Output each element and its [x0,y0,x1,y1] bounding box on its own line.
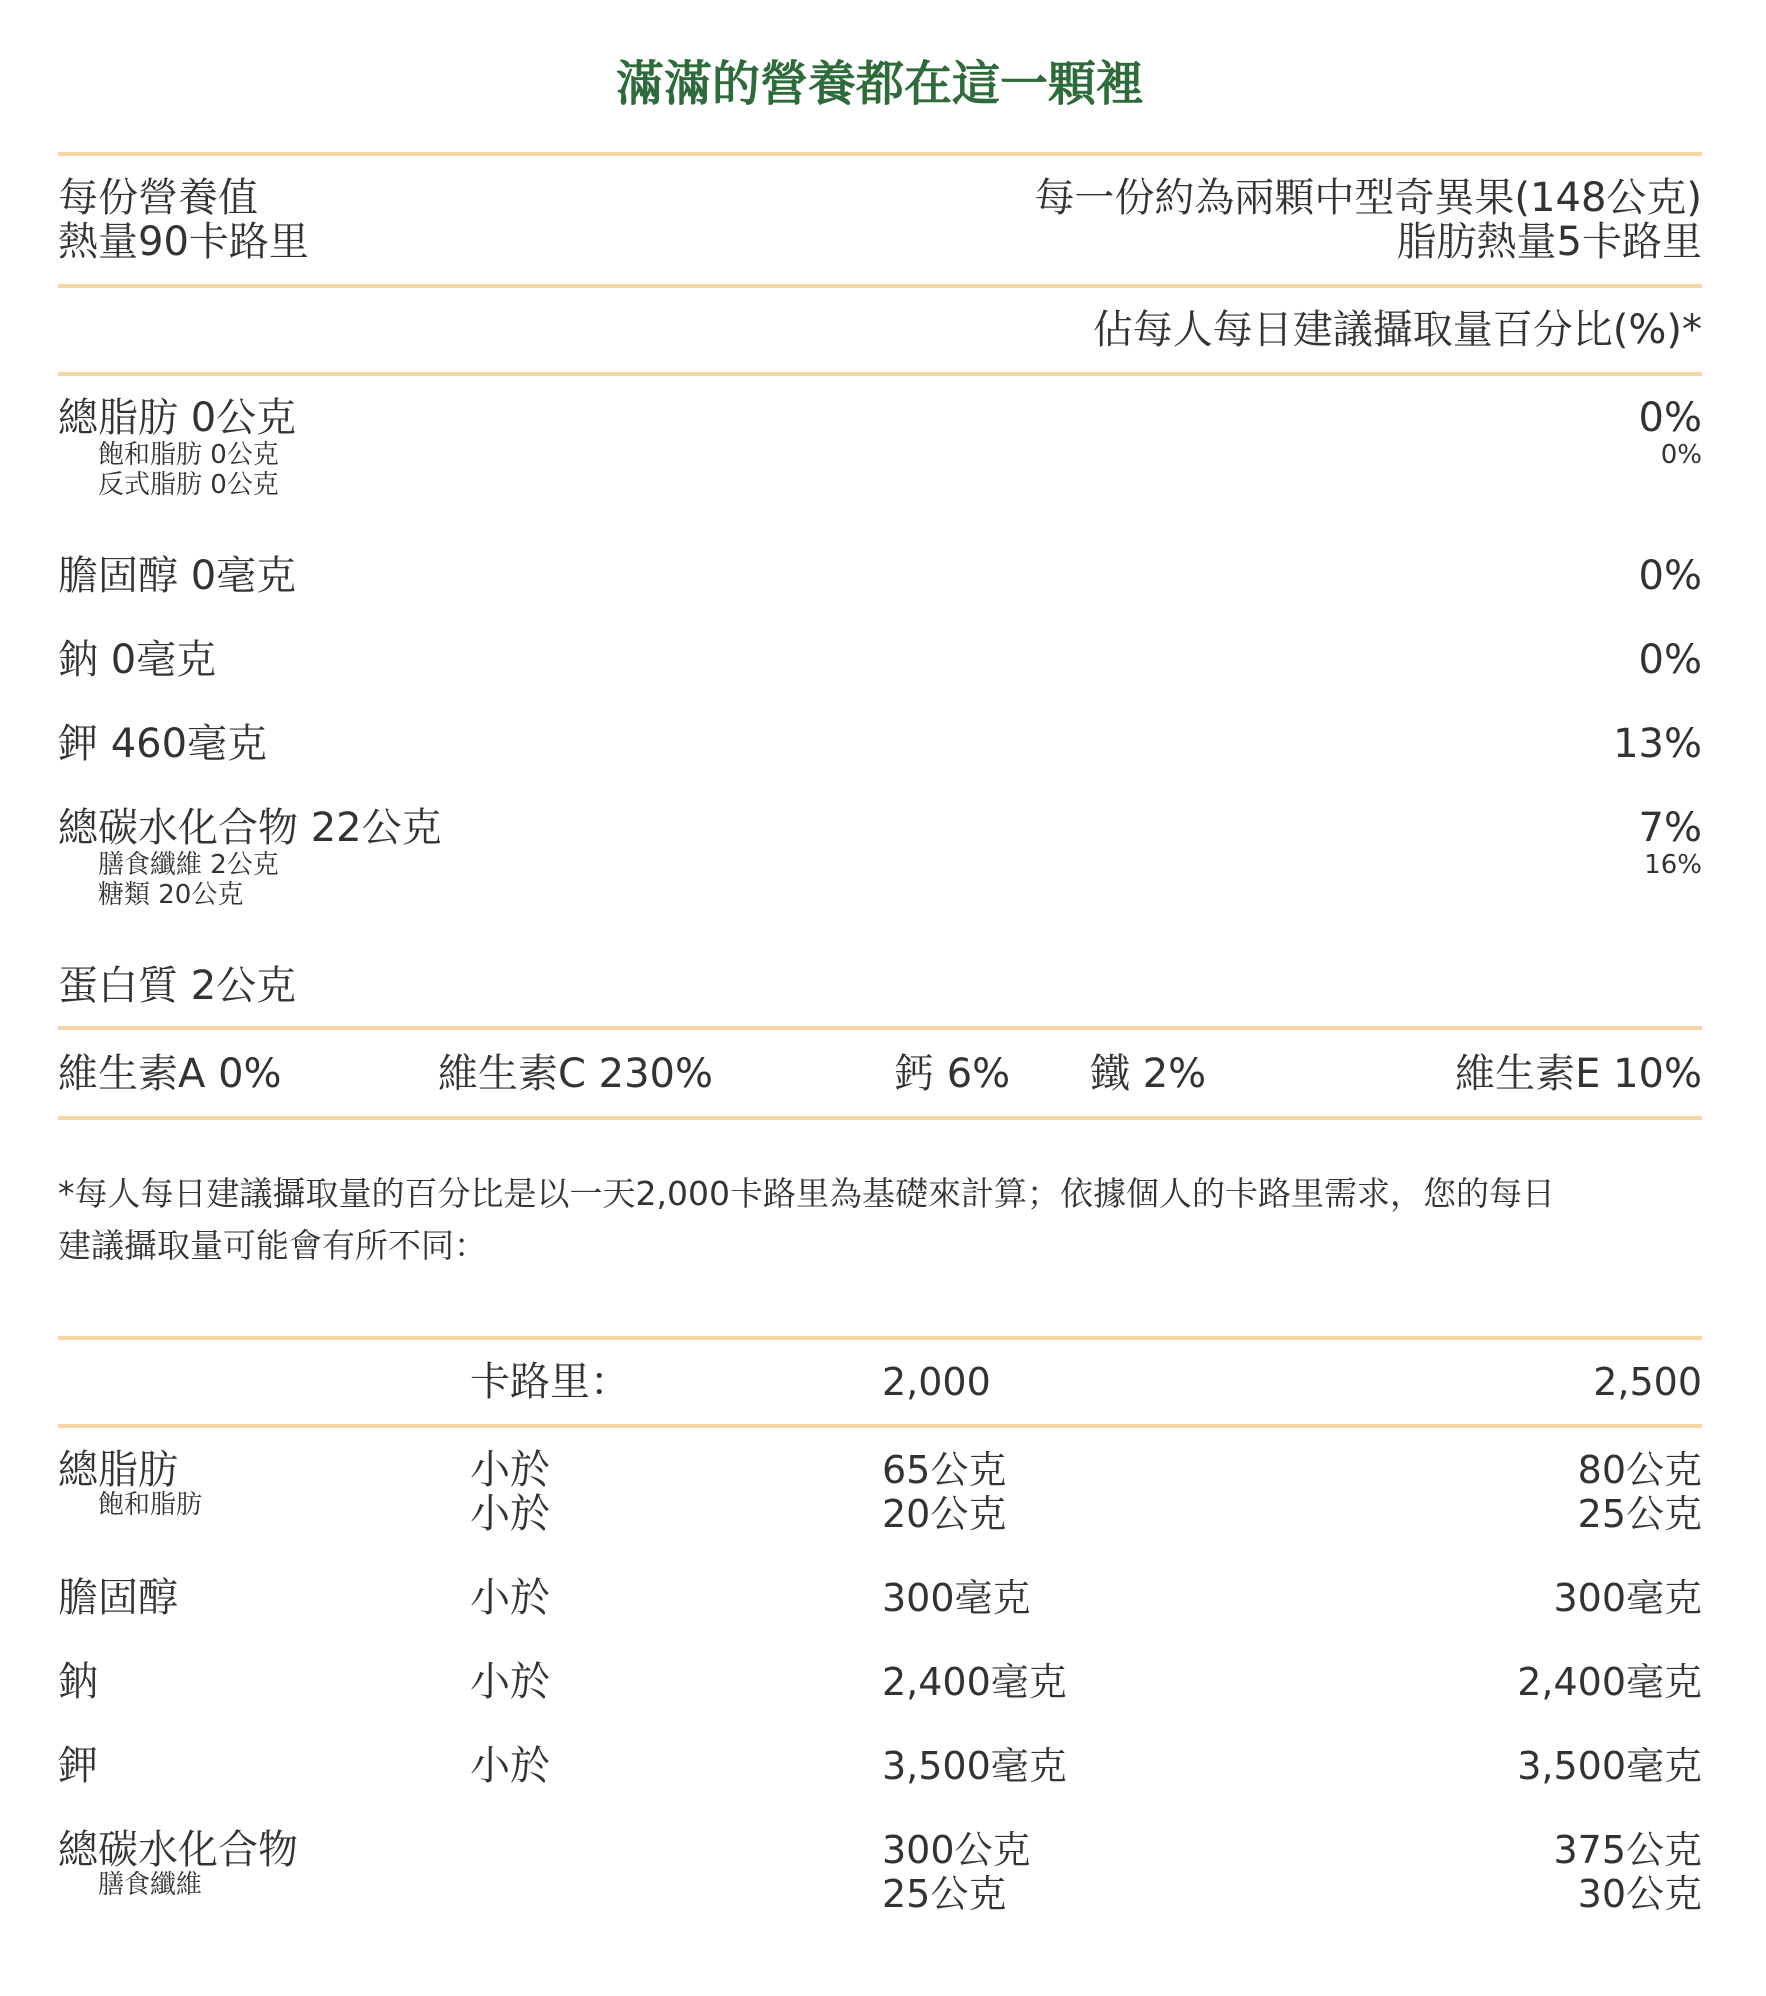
ref-row-qualifier: 小於 [470,1447,550,1493]
calcium: 鈣 6% [894,1051,1011,1097]
divider [58,1026,1702,1030]
total-fat-label: 總脂肪 0公克 [58,395,297,441]
total-carb-dv: 7% [1638,805,1702,851]
protein-label: 蛋白質 2公克 [58,963,297,1009]
total-fat-dv: 0% [1638,395,1702,441]
ref-row-sub: 膳食纖維 [98,1870,203,1900]
cholesterol-dv: 0% [1638,553,1702,599]
ref-row-value-2500: 2,400毫克 [1517,1660,1702,1704]
vitamin-a: 維生素A 0% [58,1051,282,1097]
calories-label: 熱量90卡路里 [58,219,309,265]
sodium-label: 鈉 0毫克 [58,637,217,683]
ref-row-value-2500: 30公克 [1577,1872,1702,1916]
cholesterol-label: 膽固醇 0毫克 [58,553,297,599]
ref-row-name: 膽固醇 [58,1575,178,1621]
sugars-label: 糖類 20公克 [98,880,244,910]
fiber-label: 膳食纖維 2公克 [98,850,279,880]
ref-row-value-2000: 20公克 [882,1492,1007,1536]
ref-row-value-2500: 25公克 [1577,1492,1702,1536]
ref-col-2500: 2,500 [1593,1360,1702,1404]
ref-row-qualifier: 小於 [470,1491,550,1537]
saturated-fat-dv: 0% [1660,440,1702,470]
ref-row-value-2000: 65公克 [882,1448,1007,1492]
total-carb-label: 總碳水化合物 22公克 [58,805,442,851]
potassium-label: 鉀 460毫克 [58,721,268,767]
iron: 鐵 2% [1090,1051,1207,1097]
ref-row-sub: 飽和脂肪 [98,1490,203,1520]
ref-row-value-2500: 3,500毫克 [1517,1744,1702,1788]
divider [58,284,1702,288]
footnote-line-1: *每人每日建議攝取量的百分比是以一天2,000卡路里為基礎來計算；依據個人的卡路里需求，您的每日 [58,1174,1555,1213]
sodium-dv: 0% [1638,637,1702,683]
ref-row-qualifier: 小於 [470,1575,550,1621]
vitamin-c: 維生素C 230% [438,1051,713,1097]
ref-row-name: 鈉 [58,1659,98,1705]
divider [58,1424,1702,1428]
ref-row-value-2000: 25公克 [882,1872,1007,1916]
ref-row-name: 鉀 [58,1743,98,1789]
daily-value-header: 佔每人每日建議攝取量百分比(%)* [1092,307,1702,353]
divider [58,152,1702,156]
ref-row-qualifier: 小於 [470,1743,550,1789]
vitamin-e: 維生素E 10% [1455,1051,1702,1097]
ref-row-value-2000: 300公克 [882,1828,1031,1872]
trans-fat-label: 反式脂肪 0公克 [98,470,279,500]
fat-calories: 脂肪熱量5卡路里 [1396,219,1702,265]
serving-label: 每份營養值 [58,175,258,221]
ref-row-value-2000: 2,400毫克 [882,1660,1067,1704]
footnote-line-2: 建議攝取量可能會有所不同： [58,1226,487,1265]
ref-row-name: 總脂肪 [58,1447,178,1493]
ref-row-value-2000: 3,500毫克 [882,1744,1067,1788]
fiber-dv: 16% [1644,850,1702,880]
page-title: 滿滿的營養都在這一顆裡 [615,56,1144,112]
serving-size: 每一份約為兩顆中型奇異果(148公克) [1034,175,1702,221]
ref-row-qualifier: 小於 [470,1659,550,1705]
ref-calories-label: 卡路里： [470,1359,630,1405]
ref-row-value-2500: 80公克 [1577,1448,1702,1492]
ref-row-value-2500: 300毫克 [1553,1576,1702,1620]
divider [58,1336,1702,1340]
potassium-dv: 13% [1613,721,1702,767]
ref-col-2000: 2,000 [882,1360,991,1404]
ref-row-value-2000: 300毫克 [882,1576,1031,1620]
nutrition-facts-panel [58,0,1702,1996]
saturated-fat-label: 飽和脂肪 0公克 [98,440,279,470]
ref-row-value-2500: 375公克 [1553,1828,1702,1872]
divider [58,372,1702,376]
ref-row-name: 總碳水化合物 [58,1827,298,1873]
divider [58,1116,1702,1120]
